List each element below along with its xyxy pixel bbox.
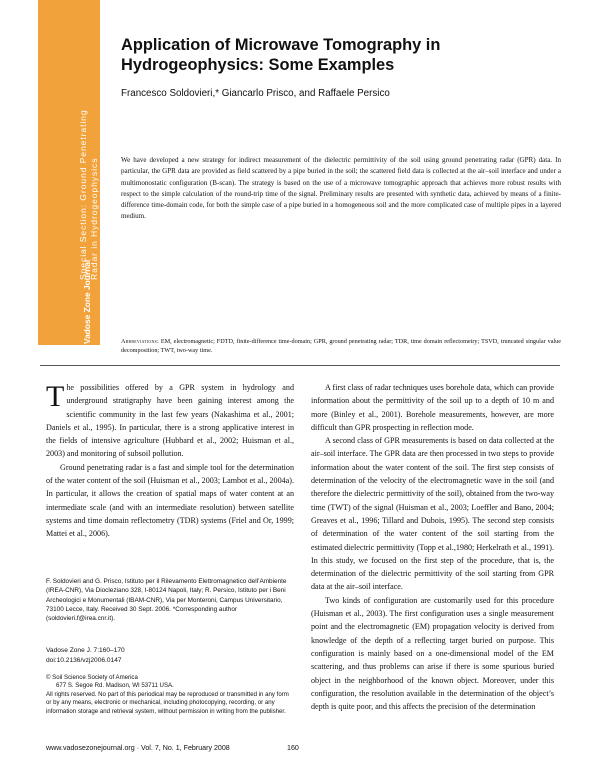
doi-link[interactable]: doi:10.2136/vzj2006.0147 [46,656,122,664]
citation-block [46,646,294,665]
body-paragraph-intro [46,381,294,461]
author-affiliation-footnote: F. Soldovieri and G. Prisco, Istituto per il Rilevamento Elettromagnetico dell’Ambiente (IREA-CNR), Via Diocleziano 328, I-80124 Napoli, Italy; R. Persico, Istituto per i Beni Archeologici e Monumentali (IBAM-CNR), Via per Monteroni, Campus Universitario, 73100 Lecce, Italy. Received 30 Sept. 2006. *Corresponding author (soldovieri.f@irea.cnr.it). [46,578,287,623]
journal-name-vertical: Vadose Zone Journal [82,259,92,344]
abbreviations [121,337,561,355]
body-paragraph: A first class of radar techniques uses borehole data, which can provide information about the permittivity of the soil up to a depth of 10 m and more (Binley et al., 2001). Borehole measurements, however, are more difficult than GPR prospecting in reflection mode. [311,383,554,432]
publisher-address: 677 S. Segoe Rd. Madison, WI 53711 USA. [56,682,174,690]
body-paragraph: Two kinds of configuration are customarily used for this procedure (Huisman et al., 2003). The first configuration uses a single measurement point and the electromagnetic (EM) propagation velocity is derived from knowledge of the depth of a reflecting target buried on purpose. This configuration is mainly based on a one-dimensional model of the EM scattering, and thus problems can arise if there is some spurious buried object in the neighborhood of the known object. Moreover, under this configuration, the resolution available in the determination of the object’s depth is quite poor, and this affects the precision of the determination [311,595,554,712]
body-left-p1-text: he possibilities offered by a GPR system in hydrology and underground stratigraphy have been gaining interest among the scientific community in the last few years (Nakashima et al., 2001; Daniels et al., 1995). In particular, there is a strong applicative interest in the fields of intensive agriculture (Hubbard et al., 2002; Huisman et al., 2003) and monitoring of subsoil pollution. [46,383,294,459]
article-authors: Francesco Soldovieri,* Giancarlo Prisco, and Raffaele Persico [121,88,390,99]
journal-citation: Vadose Zone J. 7:160–170 [46,647,125,654]
rights-statement: All rights reserved. No part of this periodical may be reproduced or transmitted in any form or by any means, electronic or mechanical, including photocopying, recording, or any information storage and retrieval system, without permission in writing from the publisher. [46,690,289,715]
page-number: 160 [287,744,299,752]
copyright-block [46,674,294,716]
special-section-line-1: Special Section: Ground Penetrating [78,109,88,280]
footer-journal-info[interactable]: www.vadosezonejournal.org · Vol. 7, No. 1, February 2008 [46,744,230,752]
section-divider [40,365,560,366]
drop-cap: T [46,380,65,413]
article-title: Application of Microwave Tomography in Hydrogeophysics: Some Examples [121,36,441,74]
abbreviations-label: Abbreviations: [121,338,159,345]
abbreviations-text: EM, electromagnetic; FDTD, finite-difference time-domain; GPR, ground penetrating radar; TDR, time domain reflectometry; TSVD, truncated singular value decomposition; TWT, two-way time. [121,338,561,354]
copyright-holder: © Soil Science Society of America [46,674,138,681]
body-column-right [311,381,554,713]
body-column-left [46,381,294,541]
body-paragraph: A second class of GPR measurements is based on data collected at the air–soil interface. The GPR data are then processed in two steps to provide information about the water content of the soil. The first step consists of determination of the velocity of the electromagnetic wave in the soil (and therefore the dielectric permittivity of the soil), obtained from the two-way time (TWT) of the signal (Huisman et al., 2003; Loeffler and Bano, 2004; Greaves et al., 1996; Tillard and Dubois, 1995). The second step consists of determination of the water content of the soil starting from the estimated dielectric permittivity (Topp et al.,1980; Herkelrath et al., 1991). In this study, we focused on the first step of the procedure, that is, the determination of the dielectric permittivity of the soil starting from GPR data at the air–soil interface. [311,436,554,592]
body-paragraph: Ground penetrating radar is a fast and simple tool for the determination of the water content of the soil (Huisman et al., 2003; Lambot et al., 2004a). In particular, it allows the creation of spatial maps of water content at an intermediate scale (and with an intermediate resolution) between satellite systems and time domain reflectometry (TDR) systems (Friel and Or, 1999; Mattei et al., 2006). [46,462,294,539]
special-section-line-2: Radar in Hydrogeophysics [89,157,99,280]
special-section-label [78,109,100,280]
abstract: We have developed a new strategy for indirect measurement of the dielectric permittivity of the soil using ground penetrating radar (GPR) data. In particular, the GPR data are provided as field scattered by a pipe buried in the soil; the scattered field data is collected at the air–soil interface and under a multimonostatic configuration (B-scan). The strategy is based on the use of a microwave tomographic approach that achieves more robust results with respect to the simple calculation of the round-trip time of the signal. Preliminary results are presented with synthetic data, achieved by means of a finite-difference time-domain code, for both the simple case of a pipe buried in a homogeneous soil and the more complicated case of multiple pipes in a layered medium. [121,156,561,221]
